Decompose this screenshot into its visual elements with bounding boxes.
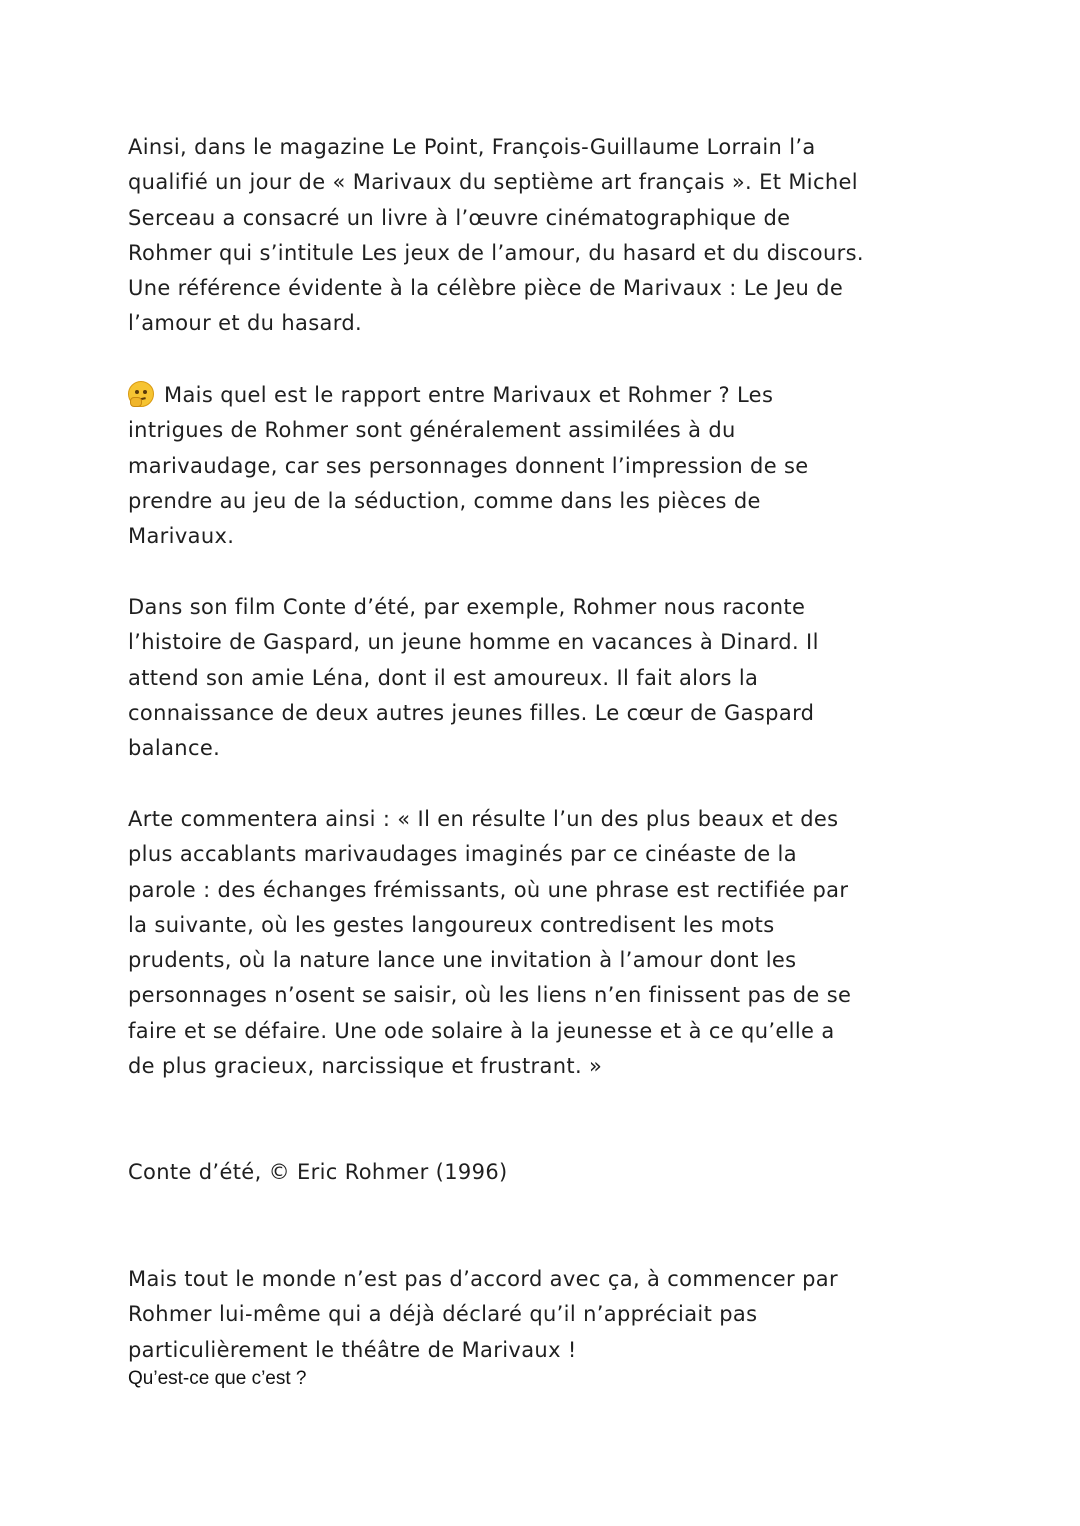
text-line: Une référence évidente à la célèbre pièce de Marivaux : Le Jeu de <box>128 276 844 301</box>
section-note: Qu’est-ce que c’est ? <box>128 1368 307 1389</box>
text-line: parole : des échanges frémissants, où une phrase est rectifiée par <box>128 877 849 902</box>
text-line: intrigues de Rohmer sont généralement assimilées à du <box>128 418 736 443</box>
text-line: prudents, où la nature lance une invitation à l’amour dont les <box>128 948 797 973</box>
text-line: Mais tout le monde n’est pas d’accord avec ça, à commencer par <box>128 1267 838 1291</box>
text-line: marivaudage, car ses personnages donnent l’impression de se <box>128 453 809 478</box>
text-line: attend son amie Léna, dont il est amoureux. Il fait alors la <box>128 665 759 690</box>
text-line: l’amour et du hasard. <box>128 311 363 336</box>
text-line: connaissance de deux autres jeunes filles. Le cœur de Gaspard <box>128 700 815 725</box>
text-line: plus accablants marivaudages imaginés par ce cinéaste de la <box>128 842 797 867</box>
text-line: personnages n’osent se saisir, où les liens n’en finissent pas de se <box>128 983 852 1008</box>
thinking-face-emoji-icon <box>128 381 154 407</box>
text-line: Dans son film Conte d’été, par exemple, Rohmer nous raconte <box>128 595 806 619</box>
text-line: l’histoire de Gaspard, un jeune homme en vacances à Dinard. Il <box>128 630 819 655</box>
text-line: Serceau a consacré un livre à l’œuvre cinématographique de <box>128 205 791 230</box>
paragraph-rohmer-disagrees <box>128 1262 958 1368</box>
text-line-with-emoji <box>128 378 958 413</box>
text-line: la suivante, où les gestes langoureux contredisent les mots <box>128 912 775 937</box>
paragraph-lorrain-serceau <box>128 130 958 342</box>
text-line: balance. <box>128 736 221 761</box>
image-caption: Conte d’été, © Eric Rohmer (1996) <box>128 1160 508 1184</box>
text-line: prendre au jeu de la séduction, comme dans les pièces de <box>128 488 761 513</box>
text-line: Arte commentera ainsi : « Il en résulte l’un des plus beaux et des <box>128 807 839 831</box>
text-line: de plus gracieux, narcissique et frustrant. » <box>128 1054 603 1079</box>
paragraph-rapport-marivaux-rohmer <box>128 378 958 554</box>
text-line: Marivaux. <box>128 524 235 549</box>
text-line: Rohmer qui s’intitule Les jeux de l’amour, du hasard et du discours. <box>128 240 864 265</box>
text-line: qualifié un jour de « Marivaux du septième art français ». Et Michel <box>128 170 858 195</box>
text-line: Rohmer lui-même qui a déjà déclaré qu’il n’appréciait pas <box>128 1302 758 1327</box>
text-line: Mais quel est le rapport entre Marivaux et Rohmer ? Les <box>164 383 774 407</box>
text-line: particulièrement le théâtre de Marivaux ! <box>128 1337 577 1362</box>
paragraph-arte-quote <box>128 802 958 1084</box>
text-line: Ainsi, dans le magazine Le Point, François-Guillaume Lorrain l’a <box>128 135 816 159</box>
paragraph-conte-d-ete <box>128 590 958 766</box>
text-line: faire et se défaire. Une ode solaire à la jeunesse et à ce qu’elle a <box>128 1018 835 1043</box>
